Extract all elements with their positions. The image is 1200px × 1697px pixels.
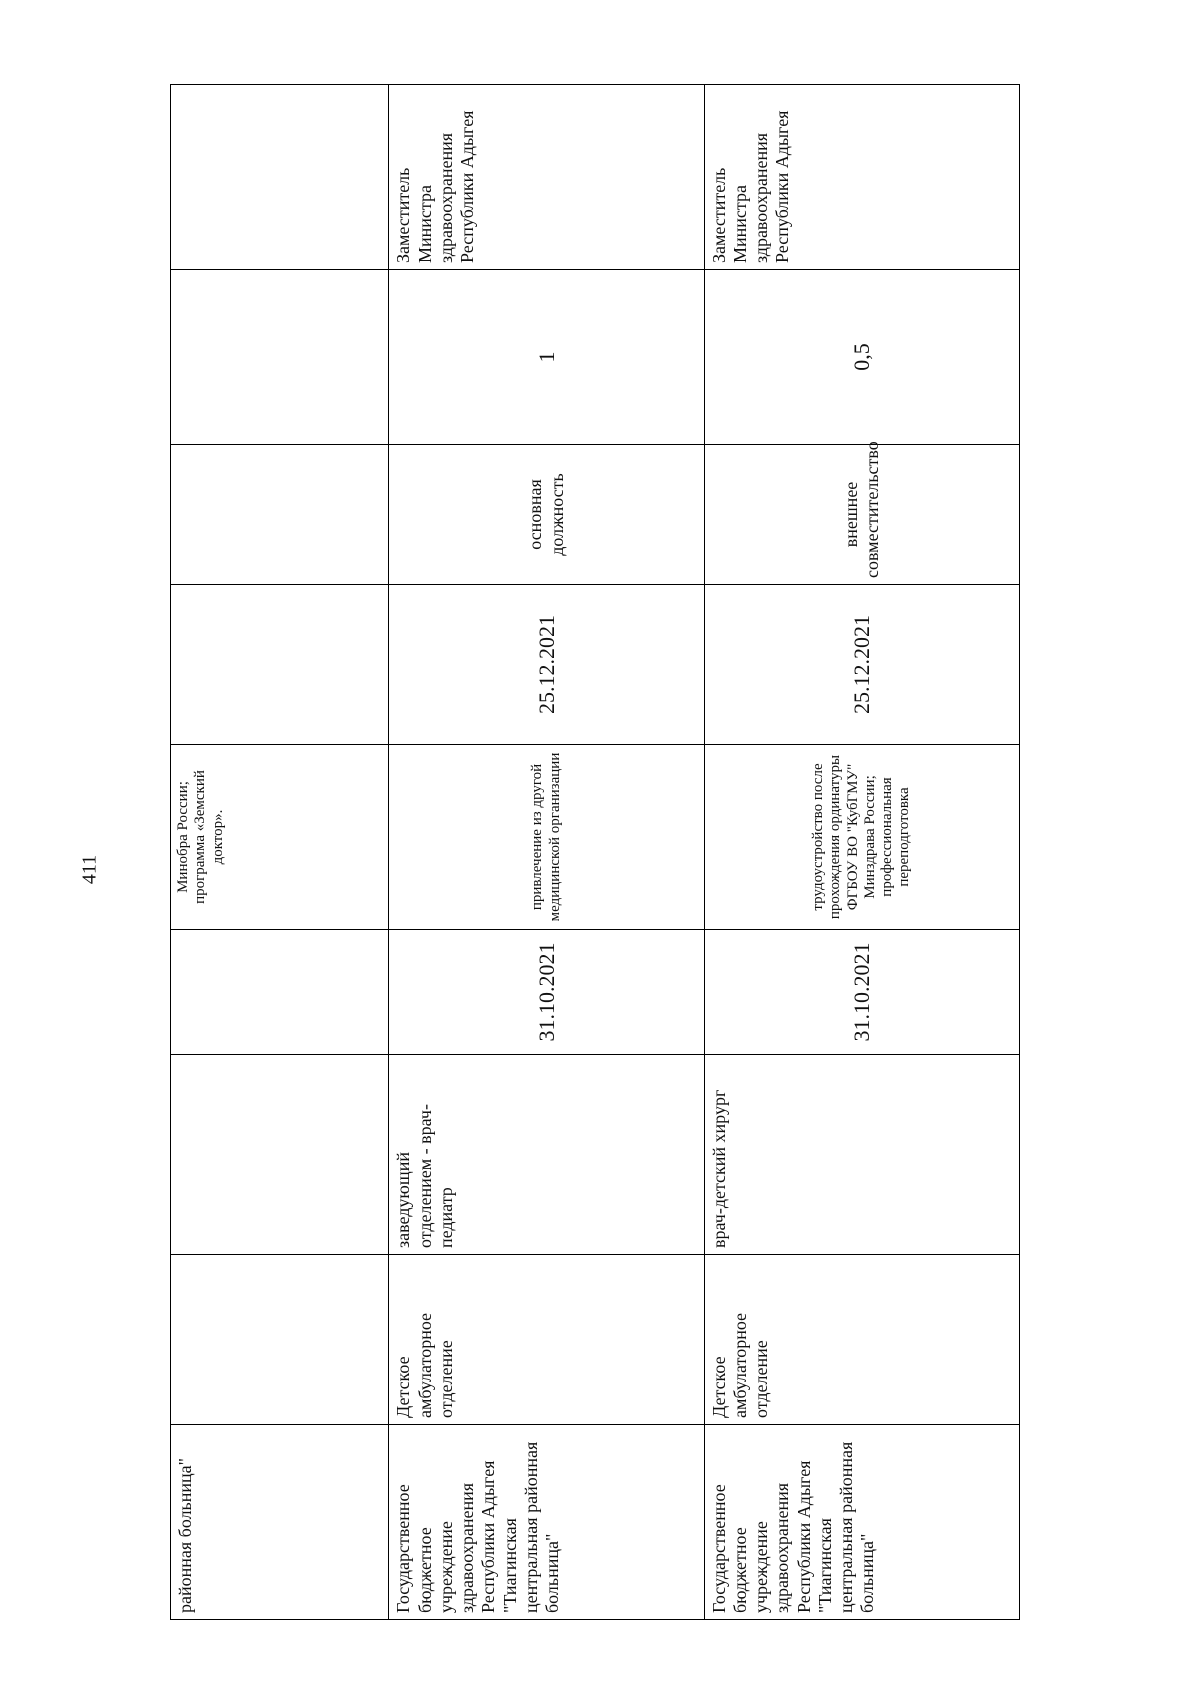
responsible-cell: Заместитель Министра здравоохранения Республики Адыгея [704,85,1019,270]
document-table-rotated [170,85,1020,1620]
table-row [704,85,1019,1620]
org-cell: районная больница" [171,1425,389,1620]
department-cell: Детское амбулаторное отделение [704,1255,1019,1425]
position-cell [171,1055,389,1255]
employment-cell: внешнее совместительство [704,445,1019,585]
rate-cell [171,270,389,445]
table-row [389,85,704,1620]
table-row [171,85,389,1620]
responsible-cell: Заместитель Министра здравоохранения Республики Адыгея [389,85,704,270]
page-number: 411 [78,854,101,885]
staffing-table [170,84,1020,1620]
rate-cell: 1 [389,270,704,445]
date1-cell: 31.10.2021 [704,930,1019,1055]
department-cell: Детское амбулаторное отделение [389,1255,704,1425]
method-cell: привлечение из другой медицинской организации [389,745,704,930]
org-cell: Государственное бюджетное учреждение здравоохранения Республики Адыгея "Тиагинская центральная районная больница" [704,1425,1019,1620]
rate-cell: 0,5 [704,270,1019,445]
date2-cell: 25.12.2021 [389,585,704,745]
date1-cell: 31.10.2021 [389,930,704,1055]
method-cell: Минобра России; программа «Земский доктор». [171,745,389,930]
date2-cell [171,585,389,745]
org-cell: Государственное бюджетное учреждение здравоохранения Республики Адыгея "Тиагинская центральная районная больница" [389,1425,704,1620]
position-cell: врач-детский хирург [704,1055,1019,1255]
responsible-cell [171,85,389,270]
method-cell: трудоустройство после прохождения ординатуры ФГБОУ ВО "КубГМУ" Минздрава России; профессиональная переподготовка [704,745,1019,930]
employment-cell: основная должность [389,445,704,585]
department-cell [171,1255,389,1425]
date2-cell: 25.12.2021 [704,585,1019,745]
employment-cell [171,445,389,585]
date1-cell [171,930,389,1055]
position-cell: заведующий отделением - врач-педиатр [389,1055,704,1255]
